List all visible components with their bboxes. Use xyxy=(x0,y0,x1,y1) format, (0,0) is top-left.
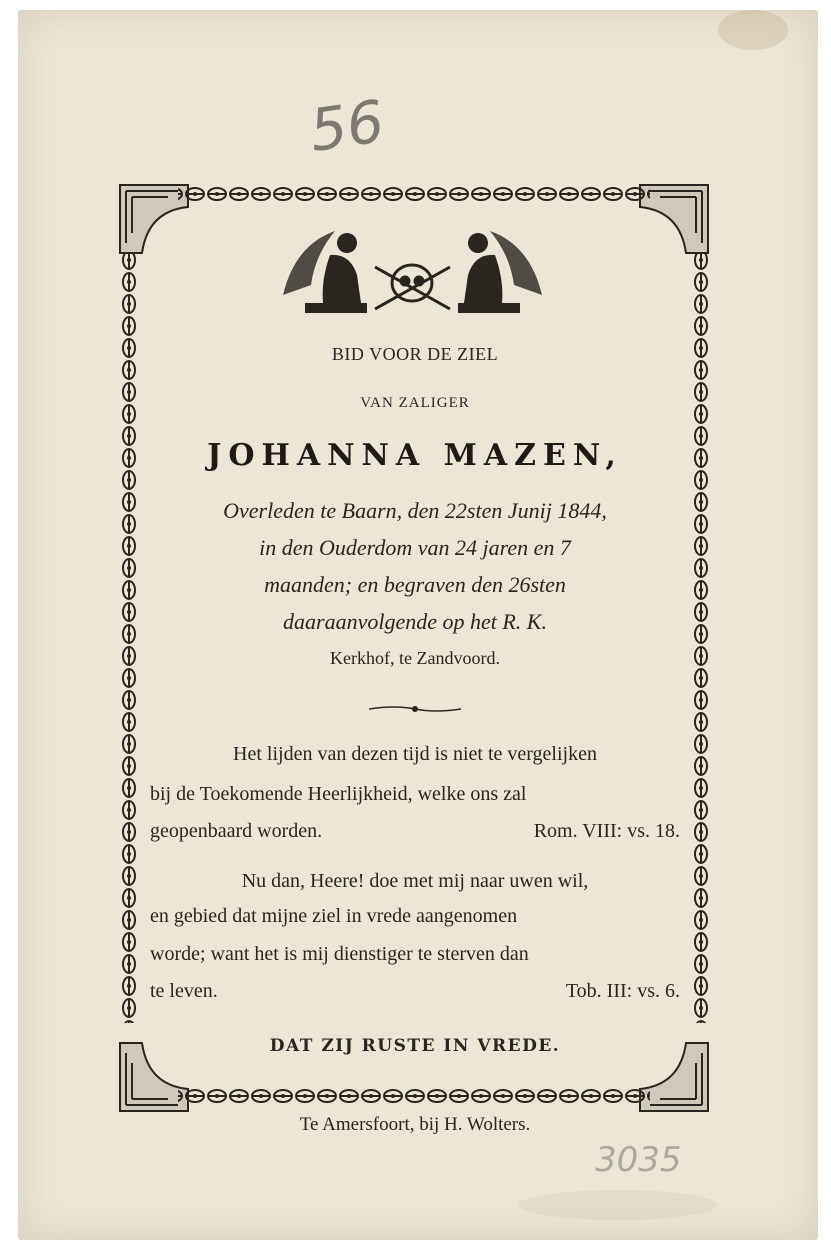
verse-line: worde; want het is mij dienstiger te sterven dan xyxy=(150,943,529,965)
skull-crossbones-icon xyxy=(375,265,450,309)
subtitle: VAN ZALIGER xyxy=(360,395,470,411)
scripture-reference: Rom. VIII: vs. 18. xyxy=(533,820,680,842)
pencil-inventory-number: 3035 xyxy=(595,1140,682,1180)
deceased-name: JOHANNA MAZEN, xyxy=(207,438,623,473)
right-angel-icon xyxy=(458,231,542,313)
stain xyxy=(718,10,788,50)
verse-line: Het lijden van dezen tijd is niet te vergelijken xyxy=(233,743,597,765)
closing-blessing: DAT ZIJ RUSTE IN VREDE. xyxy=(269,1036,561,1056)
pencil-number: 56 xyxy=(305,87,389,165)
verse-line xyxy=(150,980,680,1003)
verse-line: en gebied dat mijne ziel in vrede aangenomen xyxy=(150,905,518,927)
printer-imprint: Te Amersfoort, bij H. Wolters. xyxy=(299,1114,531,1135)
prayer-heading: BID VOOR DE ZIEL xyxy=(331,344,499,364)
death-details-line: Overleden te Baarn, den 22sten Junij 1844, xyxy=(223,498,607,523)
verse-line: bij de Toekomende Heerlijkheid, welke ons zal xyxy=(150,783,527,805)
death-details-line: maanden; en begraven den 26sten xyxy=(264,572,566,597)
verse-line xyxy=(150,820,680,843)
death-details-line: daaraanvolgende op het R. K. xyxy=(283,609,547,634)
death-details-line: Kerkhof, te Zandvoord. xyxy=(330,648,500,668)
scripture-reference: Tob. III: vs. 6. xyxy=(565,980,680,1002)
death-details-line: in den Ouderdom van 24 jaren en 7 xyxy=(259,535,571,560)
verse-text: te leven. xyxy=(150,980,218,1002)
verse-text: geopenbaard worden. xyxy=(150,820,323,842)
stain xyxy=(518,1190,718,1220)
left-angel-icon xyxy=(283,231,367,313)
verse-line: Nu dan, Heere! doe met mij naar uwen wil, xyxy=(241,870,589,892)
angels-skull-vignette xyxy=(275,225,550,317)
ornamental-rule xyxy=(365,702,465,716)
